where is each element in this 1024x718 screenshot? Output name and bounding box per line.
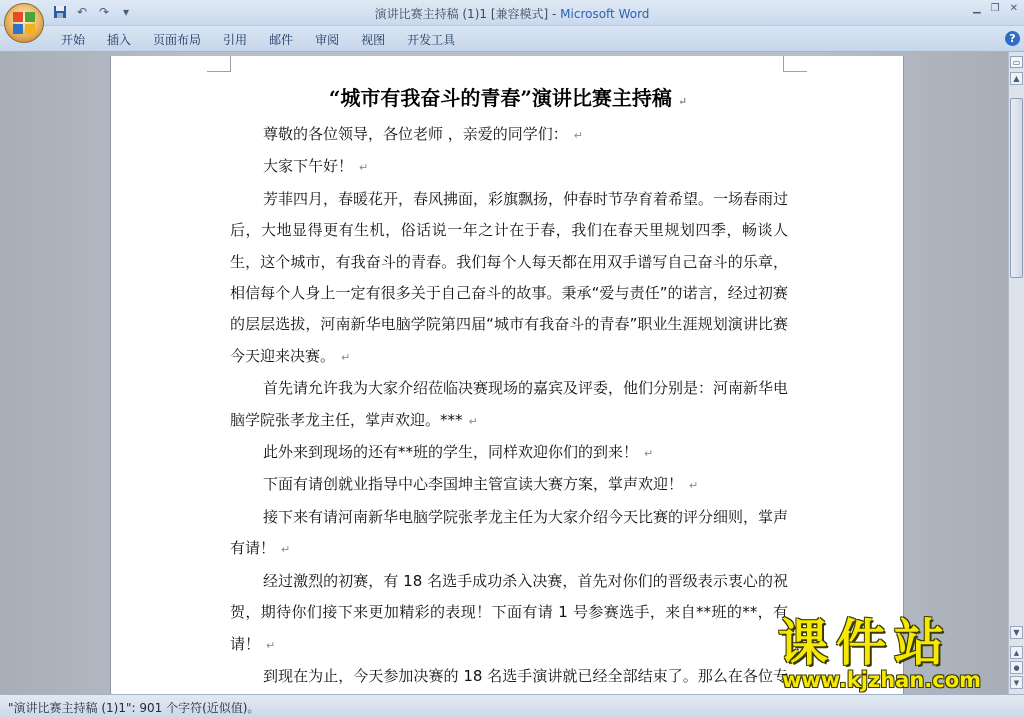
paragraph-text: 接下来有请河南新华电脑学院张孝龙主任为大家介绍今天比赛的评分细则，掌声有请！ — [230, 507, 789, 558]
paragraph-text: 大家下午好！ — [263, 157, 354, 176]
document-body — [230, 119, 788, 716]
office-button[interactable] — [4, 3, 44, 43]
crop-mark-top-right — [783, 56, 807, 72]
status-bar — [0, 694, 1024, 718]
vertical-scrollbar[interactable] — [1008, 52, 1024, 694]
paragraph — [230, 502, 788, 566]
paragraph-text: 到现在为止，今天参加决赛的 18 名选手演讲就已经全部结束了。那么在各位专 — [263, 666, 788, 685]
view-ruler-icon[interactable]: ▭ — [1010, 56, 1023, 68]
paragraph — [230, 184, 788, 373]
paragraph — [230, 566, 788, 661]
redo-icon[interactable]: ↷ — [98, 5, 110, 19]
paragraph-mark: ↵ — [573, 129, 583, 142]
office-logo-icon — [13, 12, 35, 34]
paragraph-text: 芳菲四月，春暖花开，春风拂面，彩旗飘扬，仲春时节孕育着希望。一场春雨过后，大地显得更有生机，俗话说一年之计在于春，我们在春天里规划四季，畅谈人生，这个城市，有我奋斗的青春。我们每个人每天都在用双手谱写自己奋斗的乐章，相信每个人身上一定有很多关于自己奋斗的故事。秉承“爱与责任”的诺言，经过初赛的层层选拔，河南新华电脑学院第四届“城市有我奋斗的青春”职业生涯规划演讲比赛今天迎来决赛。 — [230, 189, 789, 365]
next-page-icon[interactable]: ▼ — [1010, 676, 1023, 689]
tab-view[interactable]: 视图 — [361, 33, 386, 47]
paragraph-text: 下面有请创就业指导中心李国坤主管宣读大赛方案，掌声欢迎！ — [263, 475, 684, 494]
paragraph-text: 首先请允许我为大家介绍莅临决赛现场的嘉宾及评委，他们分别是：河南新华电脑学院张孝龙主任，掌声欢迎。*** — [230, 379, 789, 429]
paragraph-text: 尊敬的各位领导，各位老师 ，亲爱的同学们： — [263, 125, 568, 143]
scroll-thumb[interactable] — [1010, 98, 1023, 278]
paragraph — [230, 469, 788, 501]
undo-icon[interactable]: ↶ — [76, 5, 88, 19]
app-name: Microsoft Word — [560, 7, 650, 21]
tab-home[interactable]: 开始 — [61, 33, 86, 47]
paragraph — [230, 437, 788, 469]
help-icon[interactable]: ? — [1005, 31, 1020, 46]
watermark-url: www.kjzhan.com — [782, 668, 982, 692]
close-icon[interactable]: ✕ — [1009, 3, 1018, 14]
previous-page-icon[interactable]: ▲ — [1010, 646, 1023, 659]
tab-page-layout[interactable]: 页面布局 — [153, 33, 202, 47]
title-bar — [0, 0, 1024, 26]
document-heading — [111, 82, 904, 111]
heading-text: “城市有我奋斗的青春”演讲比赛主持稿 — [328, 86, 672, 110]
customize-qat-icon[interactable]: ▾ — [122, 5, 130, 19]
paragraph-mark: ↵ — [341, 350, 351, 364]
minimize-icon[interactable]: ▁ — [972, 3, 981, 14]
paragraph-mark: ↵ — [281, 543, 291, 557]
paragraph-mark: ↵ — [468, 414, 478, 428]
watermark-title: 课件站 — [778, 614, 952, 672]
crop-mark-top-left — [207, 56, 231, 72]
tab-review[interactable]: 审阅 — [315, 33, 340, 47]
paragraph-text: 此外来到现场的还有**班的学生，同样欢迎你们的到来！ — [263, 443, 639, 462]
paragraph — [230, 373, 788, 437]
scroll-up-icon[interactable]: ▲ — [1010, 72, 1023, 85]
restore-icon[interactable]: ❐ — [990, 3, 1000, 14]
tab-mailings[interactable]: 邮件 — [269, 33, 294, 47]
paragraph — [230, 151, 788, 183]
scroll-down-icon[interactable]: ▼ — [1010, 626, 1023, 639]
paragraph-mark: ↵ — [689, 479, 699, 493]
tab-references[interactable]: 引用 — [223, 33, 248, 47]
paragraph-text: 经过激烈的初赛，有 18 名选手成功杀入决赛，首先对你们的晋级表示衷心的祝贺，期待你们接下来更加精彩的表现！下面有请 1 号参赛选手，来自**班的**，有请！ — [230, 571, 788, 653]
document-name: 演讲比赛主持稿 (1)1 [兼容模式] - — [374, 7, 561, 21]
document-workspace — [0, 52, 1008, 694]
window-controls — [973, 3, 1018, 14]
paragraph-mark: ↵ — [266, 638, 276, 652]
select-browse-object-icon[interactable]: ● — [1010, 661, 1023, 674]
ribbon-tabs — [0, 26, 1024, 52]
paragraph-mark: ↵ — [359, 161, 369, 175]
paragraph — [230, 119, 788, 151]
window-title — [0, 5, 1024, 22]
tab-developer[interactable]: 开发工具 — [407, 33, 456, 47]
tab-insert[interactable]: 插入 — [107, 33, 132, 47]
word-count-status[interactable]: "演讲比赛主持稿 (1)1": 901 个字符(近似值)。 — [8, 701, 260, 715]
paragraph-mark: ↵ — [677, 95, 688, 108]
paragraph-mark: ↵ — [644, 447, 654, 461]
watermark-logo — [772, 616, 1012, 696]
